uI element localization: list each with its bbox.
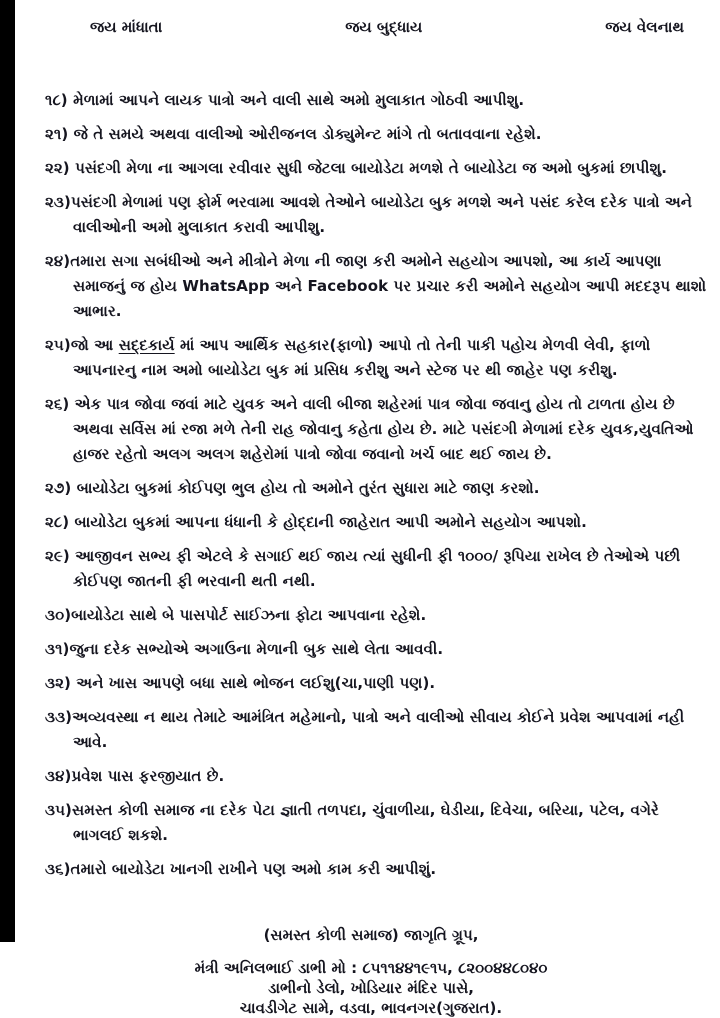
list-item-28: ૨૮) બાયોડેટા બુકમાં આપના ધંધાની કે હોદ્દાની જાહેરાત આપી અમોને સહયોગ આપશો. [45, 513, 587, 531]
list-item-31: ૩૧)જુના દરેક સભ્યોએ અગાઉના મેળાની બુક સાથે લેતા આવવી. [45, 640, 444, 658]
list-item-25 [30, 333, 712, 383]
footer [30, 926, 712, 1018]
address-line-2: ચાવડીગેટ સામે, વડવા, ભાવનગર(ગુજરાત). [239, 999, 503, 1017]
scan-edge-bar [0, 0, 15, 942]
list-item-34: ૩૪)પ્રવેશ પાસ ફરજીયાત છે. [45, 767, 225, 785]
list-item-33: ૩૩)અવ્યવસ્થા ન થાય તેમાટે આમંત્રિત મહેમાનો, પાત્રો અને વાલીઓ સીવાય કોઈને પ્રવેશ આપવામાં નહી આવે. [45, 708, 685, 751]
organization-name: (સમસ્ત કોળી સમાજ) જાગૃતિ ગ્રૂપ, [263, 926, 479, 944]
list-item-26: ૨૬) એક પાત્ર જોવા જવાં માટે યુવક અને વાલી બીજા શહેરમાં પાત્ર જોવા જવાનુ હોય તો ટાળતા હોય છે અથવા સર્વિસ માં રજા મળે તેની રાહ જોવાનુ કહેતા હોય છે. માટે પસંદગી મેળામાં દરેક યુવક,યુવતિઓ હાજર રહેતો અલગ અલગ શહેરોમાં પાત્રો જોવા જવાનો ખર્ચ બાદ થઈ જાય છે. [45, 395, 694, 463]
list-item-25-post: માં આપ આર્થિક સહકાર(ફાળો) આપો તો તેની પાકી પહોચ મેળવી લેવી, ફાળો આપનારનુ નામ અમો બાયોડેટા બુક માં પ્રસિધ કરીશુ અને સ્ટેજ પર થી જાહેર પણ કરીશુ. [73, 336, 651, 379]
list-item-23: ૨૩)પસંદગી મેળામાં પણ ફોર્મ ભરવામા આવશે તેઓને બાયોડેટા બુક મળશે અને પસંદ કરેલ દરેક પાત્રો અને વાલીઓની અમો મુલાકાત કરાવી આપીશુ. [45, 193, 693, 236]
numbered-rules-list [30, 88, 712, 882]
list-item-25-underlined-word: સદ્દકાર્ય [118, 336, 175, 354]
list-item-22: ૨૨) પસંદગી મેળા ના આગલા રવીવાર સુધી જેટલા બાયોડેટા મળશે તે બાયોડેટા જ અમો બુકમાં છાપીશુ. [45, 159, 668, 177]
invocation-right: જય વેલનાથ [605, 18, 684, 36]
invocation-left: જય માંધાતા [90, 18, 163, 36]
list-item-29: ૨૯) આજીવન સભ્ય ફી એટલે કે સગાઈ થઈ જાય ત્યાં સુધીની ફી ૧૦૦૦/ રૂપિયા રાખેલ છે તેઓએ પછી કોઈપણ જાતની ફી ભરવાની થતી નથી. [45, 547, 681, 590]
list-item-36: ૩૬)તમારો બાયોડેટા ખાનગી રાખીને પણ અમો કામ કરી આપીશું. [45, 860, 437, 878]
invocation-header [30, 18, 712, 36]
address-line-1: ડાભીનો ડેલો, ખોડિયાર મંદિર પાસે, [268, 979, 474, 997]
list-item-32: ૩૨) અને ખાસ આપણે બધા સાથે ભોજન લઈશુ(ચા,પાણી પણ). [45, 674, 436, 692]
list-item-35: ૩૫)સમસ્ત કોળી સમાજ ના દરેક પેટા જ્ઞાતી તળપદા, ચુંવાળીયા, ઘેડીયા, દિવેચા, બરિયા, પટેલ, વગેરે ભાગલઈ શકશે. [45, 801, 659, 844]
list-item-21: ૨૧) જે તે સમયે અથવા વાલીઓ ઓરીજનલ ડોક્યુમેન્ટ માંગે તો બતાવવાના રહેશે. [45, 125, 542, 143]
list-item-24: ૨૪)તમારા સગા સબંધીઓ અને મીત્રોને મેળા ની જાણ કરી અમોને સહયોગ આપશો, આ કાર્ય આપણા સમાજનું જ હોય WhatsApp અને Facebook પર પ્રચાર કરી અમોને સહયોગ આપી મદદરૂપ થાશો આભાર. [45, 252, 707, 320]
document-page [15, 0, 720, 1017]
list-item-18: ૧૮) મેળામાં આપને લાયક પાત્રો અને વાલી સાથે અમો મુલાકાત ગોઠવી આપીશુ. [45, 91, 525, 109]
list-item-30: ૩૦)બાયોડેટા સાથે બે પાસપોર્ટ સાઈઝના ફોટા આપવાના રહેશે. [45, 606, 427, 624]
contact-line: મંત્રી અનિલભાઈ ડાભી મો : ૮૫૧૧૪૪૧૯૧૫, ૮૨૦૦૪૪૮૦૪૦ [194, 959, 548, 977]
list-item-27: ૨૭) બાયોડેટા બુકમાં કોઈપણ ભુલ હોય તો અમોને તુરંત સુધારા માટે જાણ કરશો. [45, 479, 540, 497]
invocation-center: જય બુદ્ધાય [345, 18, 423, 36]
list-item-25-pre: ૨૫)જો આ [45, 336, 119, 354]
